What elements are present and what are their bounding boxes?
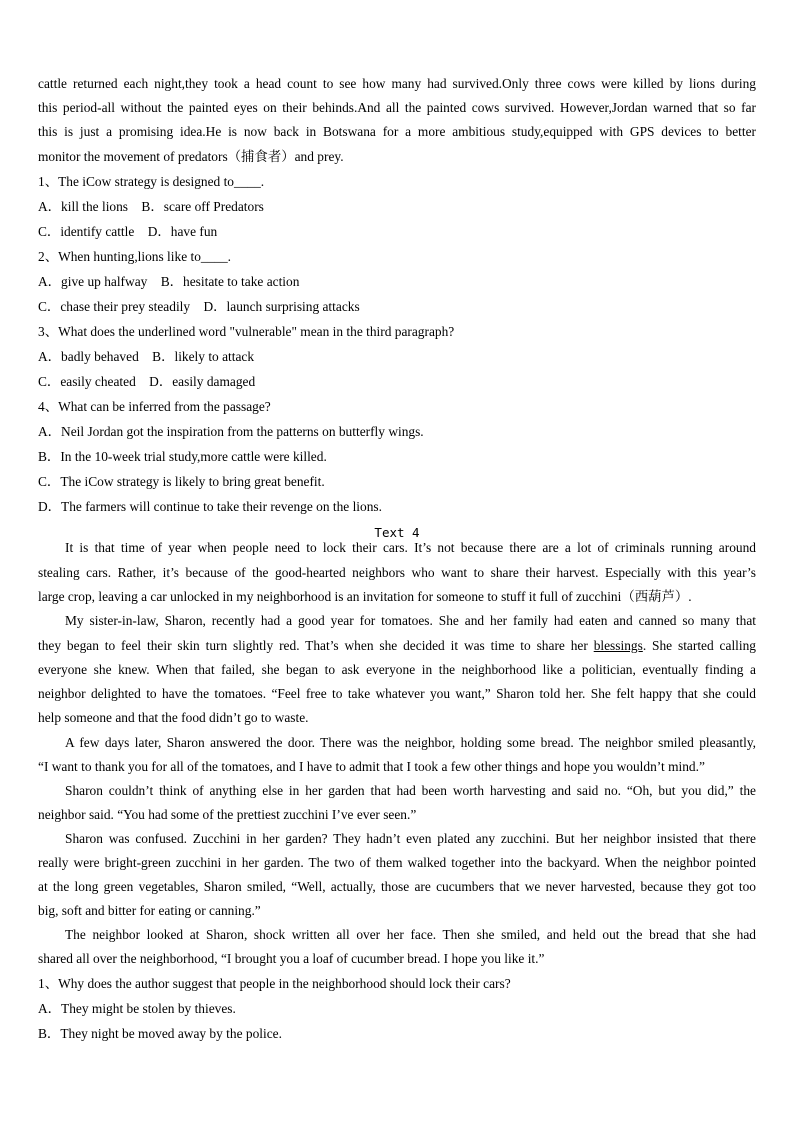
- text-line: Sharon was confused. Zucchini in her garden? They hadn’t even plated any zucchini. But her neighbor insisted that there: [65, 831, 756, 846]
- text-line: neighbor delighted to have the tomatoes. “Feel free to take whatever you want,” Sharon told her. She felt happy that she could: [38, 686, 756, 701]
- text-line: shared all over the neighborhood, “I brought you a loaf of cucumber bread. I hope you like it.”: [38, 951, 545, 966]
- text-line: It is that time of year when people need to lock their cars. It’s not because there are a lot of criminals running around: [65, 540, 756, 555]
- question-stem: 2、When hunting,lions like to____.: [38, 249, 232, 264]
- question-options: C．chase their prey steadily D．launch surprising attacks: [38, 299, 360, 314]
- question-options: C．easily cheated D．easily damaged: [38, 374, 256, 389]
- question-stem: 3、What does the underlined word "vulnerable" mean in the third paragraph?: [38, 324, 455, 339]
- text-line: this is just a promising idea.He is now back in Botswana for a more ambitious study,equipped with GPS devices to better: [38, 124, 756, 139]
- question-stem: 4、What can be inferred from the passage?: [38, 399, 271, 414]
- question-options: A．give up halfway B．hesitate to take action: [38, 274, 300, 289]
- question-stem: 1、The iCow strategy is designed to____.: [38, 174, 265, 189]
- text-line: monitor the movement of predators（捕食者）and prey.: [38, 149, 344, 164]
- question-option: B．In the 10-week trial study,more cattle were killed.: [38, 449, 327, 464]
- text-line: really were bright-green zucchini in her garden. The two of them walked together into the backyard. When the neighbor pointed: [38, 855, 756, 870]
- question-options: A．kill the lions B．scare off Predators: [38, 199, 264, 214]
- underlined-word: blessings: [593, 638, 643, 653]
- question-option: B．They night be moved away by the police.: [38, 1026, 282, 1041]
- text-line: large crop, leaving a car unlocked in my neighborhood is an invitation for someone to stuff it full of zucchini（西葫芦）.: [38, 589, 692, 604]
- text-run: . She started calling: [642, 638, 756, 653]
- text-line: cattle returned each night,they took a head count to see how many had survived.Only three cows were killed by lions during: [38, 76, 756, 91]
- question-option: A．Neil Jordan got the inspiration from the patterns on butterfly wings.: [38, 424, 424, 439]
- text-line: help someone and that the food didn’t go to waste.: [38, 710, 309, 725]
- text-line: Sharon couldn’t think of anything else in her garden that had been worth harvesting and said no. “Oh, but you did,” the: [65, 783, 756, 798]
- text-line: big, soft and bitter for eating or canning.”: [38, 903, 261, 918]
- question-option: A．They might be stolen by thieves.: [38, 1001, 236, 1016]
- text-line: “I want to thank you for all of the tomatoes, and I have to admit that I took a few other things and hope you wouldn’t mind.”: [38, 759, 705, 774]
- question-option: D．The farmers will continue to take their revenge on the lions.: [38, 499, 382, 514]
- question-option: C．The iCow strategy is likely to bring great benefit.: [38, 474, 325, 489]
- text-line: stealing cars. Rather, it’s because of the good-hearted neighbors who want to share their harvest. Especially with this year’s: [38, 565, 756, 580]
- text-line: at the long green vegetables, Sharon smiled, “Well, actually, those are cucumbers that we never harvested, because they got too: [38, 879, 756, 894]
- question-options: C．identify cattle D．have fun: [38, 224, 218, 239]
- text-run: they began to feel their skin turn slightly red. That’s when she decided it was time to share her: [38, 638, 594, 653]
- text-line: neighbor said. “You had some of the prettiest zucchini I’ve ever seen.”: [38, 807, 417, 822]
- text-line: My sister-in-law, Sharon, recently had a good year for tomatoes. She and her family had eaten and canned so many that: [65, 613, 756, 628]
- question-stem: 1、Why does the author suggest that people in the neighborhood should lock their cars?: [38, 976, 511, 991]
- question-options: A．badly behaved B．likely to attack: [38, 349, 255, 364]
- text-line: A few days later, Sharon answered the door. There was the neighbor, holding some bread. The neighbor smiled pleasantly,: [65, 735, 756, 750]
- text-line: The neighbor looked at Sharon, shock written all over her face. Then she smiled, and held out the bread that she had: [65, 927, 756, 942]
- section-title: Text 4: [374, 525, 420, 540]
- text-line: everyone she knew. When that failed, she began to ask everyone in the neighborhood like a politician, eventually finding a: [38, 662, 756, 677]
- text-line: this period-all without the painted eyes on their behinds.And all the painted cows survived. However,Jordan warned that so far: [38, 100, 756, 115]
- text-line: [38, 637, 756, 655]
